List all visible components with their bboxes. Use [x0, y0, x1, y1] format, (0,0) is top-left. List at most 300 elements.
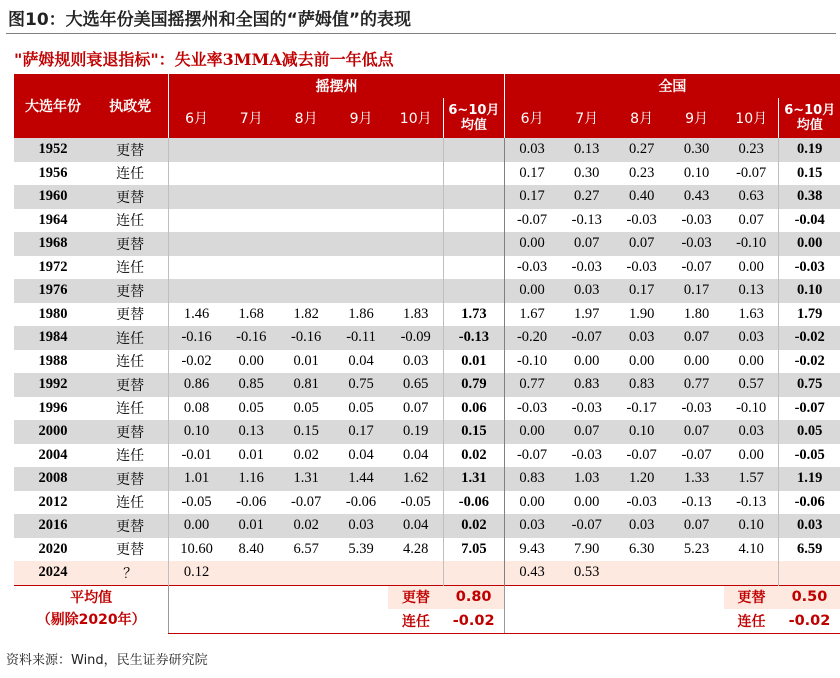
swing-avg-cell: 1.73 [443, 303, 504, 327]
avg-header-line2: 均值 [460, 118, 487, 133]
swing-month-cell [169, 232, 224, 256]
year-cell: 2012 [38, 493, 68, 510]
swing-avg-cell: 0.15 [443, 420, 504, 444]
swing-month-cell [279, 279, 334, 303]
national-month-cell: -0.03 [681, 211, 712, 228]
month-header: 6月 [504, 98, 559, 138]
swing-month-cell: 1.01 [169, 467, 224, 491]
table-row [14, 279, 840, 303]
swing-month-cell: 0.07 [403, 399, 429, 416]
party-cell: 更替 [92, 138, 169, 162]
national-month-cell: 0.00 [738, 258, 764, 275]
national-month-cell: 0.03 [724, 420, 779, 444]
national-month-cell: 0.07 [669, 420, 724, 444]
national-month-cell: 0.00 [504, 420, 559, 444]
national-month-cell: 0.00 [574, 352, 600, 369]
national-month-cell [724, 561, 779, 585]
swing-month-cell: 0.04 [403, 446, 429, 463]
national-month-cell: -0.07 [681, 446, 712, 463]
swing-month-cell: -0.11 [334, 326, 389, 350]
swing-month-cell: 0.00 [238, 352, 264, 369]
national-avg-cell: 0.15 [779, 162, 840, 186]
party-cell: 更替 [92, 279, 169, 303]
year-cell: 1972 [38, 258, 68, 275]
swing-month-cell: 0.02 [279, 514, 334, 538]
national-month-cell: -0.07 [736, 164, 767, 181]
national-avg-cell: 1.19 [779, 467, 840, 491]
swing-month-cell [334, 209, 389, 233]
avg-header-line1: 6~10月 [448, 103, 500, 118]
swing-month-cell: -0.06 [345, 493, 377, 510]
national-avg-cell: 0.03 [779, 514, 840, 538]
national-month-cell: 0.07 [559, 232, 614, 256]
swing-month-cell: -0.07 [291, 493, 322, 510]
party-cell: ？ [92, 561, 169, 585]
table-row [14, 185, 840, 209]
month-header: 9月 [669, 98, 724, 138]
national-month-cell: 0.03 [559, 279, 614, 303]
footer-party-switch: 更替 [724, 585, 779, 609]
month-header: 7月 [559, 98, 614, 138]
swing-month-cell: 1.86 [348, 305, 374, 322]
swing-month-cell [169, 209, 224, 233]
national-month-cell: 0.43 [669, 185, 724, 209]
year-cell: 1960 [14, 185, 92, 209]
national-month-cell: 0.03 [724, 326, 779, 350]
year-cell: 2000 [14, 420, 92, 444]
swing-month-cell: 0.08 [169, 397, 224, 421]
national-month-cell: -0.03 [626, 211, 657, 228]
swing-month-cell: 0.12 [169, 561, 224, 585]
year-cell: 1992 [14, 373, 92, 397]
national-month-cell: 0.00 [683, 352, 710, 369]
swing-month-cell: -0.05 [400, 493, 431, 510]
swing-avg-cell: 0.06 [443, 397, 504, 421]
year-cell: 1968 [14, 232, 92, 256]
footer-swing-avg-reelect: -0.02 [443, 609, 504, 633]
swing-month-cell [279, 162, 334, 186]
table-row [14, 538, 840, 562]
national-month-cell: -0.13 [681, 493, 712, 510]
swing-avg-cell [443, 561, 504, 585]
party-cell: 更替 [92, 232, 169, 256]
swing-month-cell [334, 232, 389, 256]
national-month-cell: -0.07 [504, 209, 559, 233]
month-header: 8月 [279, 98, 334, 138]
national-month-cell: 0.77 [504, 373, 559, 397]
month-header: 10月 [388, 98, 443, 138]
national-avg-cell: 1.79 [779, 303, 840, 327]
swing-month-cell [334, 162, 389, 186]
swing-month-cell: -0.16 [224, 326, 279, 350]
national-month-cell: 1.20 [614, 467, 669, 491]
table-row [14, 256, 840, 280]
swing-month-cell [388, 279, 443, 303]
national-month-cell: -0.03 [669, 232, 724, 256]
table-row [14, 303, 840, 327]
national-month-cell: -0.07 [559, 514, 614, 538]
swing-month-cell [224, 209, 279, 233]
year-cell: 1964 [38, 211, 68, 228]
national-month-cell [669, 561, 724, 585]
footer-national-avg-switch: 0.50 [779, 585, 840, 609]
national-month-cell: 1.97 [574, 305, 600, 322]
national-month-cell: 7.90 [574, 540, 600, 557]
national-month-cell: 0.63 [724, 185, 779, 209]
national-month-cell: 0.83 [504, 467, 559, 491]
national-avg-cell: -0.02 [779, 326, 840, 350]
year-cell: 2020 [38, 540, 68, 557]
national-month-cell: 0.10 [614, 420, 669, 444]
national-avg-cell: -0.05 [779, 444, 840, 468]
swing-month-cell: 1.68 [238, 305, 264, 322]
month-header: 8月 [614, 98, 669, 138]
title-divider [6, 33, 836, 34]
swing-month-cell: -0.16 [169, 326, 224, 350]
swing-month-cell: 0.05 [238, 399, 264, 416]
subtitle: "萨姆规则衰退指标"：失业率3MMA减去前一年低点 [14, 50, 394, 69]
national-month-cell: 0.07 [614, 232, 669, 256]
swing-avg-cell [443, 279, 504, 303]
swing-month-cell: 5.39 [348, 540, 374, 557]
national-month-cell: 0.10 [724, 514, 779, 538]
national-month-cell: 0.00 [504, 279, 559, 303]
month-header: 10月 [724, 98, 779, 138]
national-month-cell: -0.10 [724, 232, 779, 256]
national-month-cell: 0.53 [559, 561, 614, 585]
national-month-cell: 4.10 [738, 540, 764, 557]
swing-month-cell: 1.62 [388, 467, 443, 491]
header-row-1 [14, 74, 840, 98]
national-avg-cell: 0.38 [779, 185, 840, 209]
swing-month-cell [334, 256, 389, 280]
national-header: 全国 [504, 74, 840, 98]
national-month-cell: 0.03 [614, 326, 669, 350]
national-month-cell: -0.03 [504, 397, 559, 421]
average-label-line2: （剔除2020年） [36, 612, 146, 629]
average-label [14, 585, 169, 633]
national-avg-cell: -0.02 [779, 350, 840, 374]
national-month-cell: 0.30 [669, 138, 724, 162]
national-month-cell: -0.03 [681, 399, 712, 416]
footer-national-avg-reelect: -0.02 [779, 609, 840, 633]
footer-party-reelect: 连任 [724, 609, 779, 633]
national-month-cell: -0.07 [681, 258, 712, 275]
swing-month-cell: 1.16 [224, 467, 279, 491]
swing-month-cell [388, 185, 443, 209]
year-cell: 1980 [38, 305, 68, 322]
swing-month-cell: 0.86 [169, 373, 224, 397]
swing-month-cell: 0.04 [348, 352, 374, 369]
national-month-cell: -0.03 [626, 493, 657, 510]
swing-avg-cell [443, 162, 504, 186]
national-avg-cell: 0.75 [779, 373, 840, 397]
national-avg-cell: 0.05 [779, 420, 840, 444]
national-month-cell: 1.80 [683, 305, 710, 322]
year-cell: 2008 [14, 467, 92, 491]
swing-month-cell [169, 185, 224, 209]
swing-avg-cell: 0.02 [443, 514, 504, 538]
national-month-cell: 0.07 [669, 514, 724, 538]
swing-month-cell: -0.09 [388, 326, 443, 350]
swing-month-cell: 0.13 [224, 420, 279, 444]
swing-month-cell: 8.40 [238, 540, 264, 557]
national-avg-cell: -0.06 [779, 491, 840, 515]
national-month-cell: 1.33 [669, 467, 724, 491]
table-row [14, 561, 840, 585]
national-month-cell: 0.40 [614, 185, 669, 209]
national-month-cell: 0.00 [738, 352, 764, 369]
footer-spacer [504, 609, 724, 633]
party-cell: 更替 [92, 185, 169, 209]
average-label-line1: 平均值 [70, 590, 113, 607]
year-cell: 1984 [14, 326, 92, 350]
swing-month-cell: 6.57 [293, 540, 319, 557]
table-row [14, 444, 840, 468]
party-cell: 更替 [92, 467, 169, 491]
swing-month-cell: 1.83 [403, 305, 429, 322]
party-cell: 更替 [92, 373, 169, 397]
year-header: 大选年份 [14, 74, 92, 138]
swing-avg-cell [443, 138, 504, 162]
avg-header-line1: 6~10月 [784, 103, 836, 118]
swing-month-cell: 0.10 [169, 420, 224, 444]
national-avg-cell: 6.59 [779, 538, 840, 562]
swing-month-cell [224, 561, 279, 585]
national-month-cell: 0.57 [724, 373, 779, 397]
swing-month-cell: 0.19 [388, 420, 443, 444]
month-header: 7月 [224, 98, 279, 138]
table-row [14, 491, 840, 515]
national-month-cell: -0.03 [571, 446, 602, 463]
national-month-cell: -0.13 [736, 493, 767, 510]
national-month-cell: 0.13 [559, 138, 614, 162]
national-month-cell: 1.63 [738, 305, 764, 322]
party-cell: 连任 [116, 260, 145, 277]
national-month-cell: 0.43 [504, 561, 559, 585]
footer-party-switch: 更替 [388, 585, 443, 609]
swing-avg-cell: 1.31 [443, 467, 504, 491]
national-avg-cell: 0.10 [779, 279, 840, 303]
national-month-cell: 0.00 [504, 491, 559, 515]
table-row [14, 209, 840, 233]
party-cell: 连任 [116, 448, 145, 465]
swing-month-cell: -0.06 [236, 493, 267, 510]
national-avg-cell: 0.19 [779, 138, 840, 162]
table-row [14, 162, 840, 186]
swing-month-cell: 0.02 [293, 446, 319, 463]
swing-month-cell [334, 185, 389, 209]
national-month-cell: 0.77 [669, 373, 724, 397]
figure-title: 图10：大选年份美国摇摆州和全国的“萨姆值”的表现 [8, 10, 412, 30]
national-month-cell: -0.03 [504, 256, 559, 280]
swing-month-cell [334, 138, 389, 162]
national-month-cell: -0.07 [626, 446, 657, 463]
swing-month-cell [224, 256, 279, 280]
national-month-cell: 1.90 [628, 305, 655, 322]
national-month-cell: 0.17 [614, 279, 669, 303]
party-cell: 更替 [92, 420, 169, 444]
swing-avg-cell: -0.06 [443, 491, 504, 515]
avg-header [443, 98, 504, 138]
national-month-cell [614, 561, 669, 585]
national-month-cell: 0.03 [504, 514, 559, 538]
swing-month-cell: 0.04 [388, 514, 443, 538]
swing-month-cell: 0.03 [403, 352, 429, 369]
table-row [14, 232, 840, 256]
footer-swing-avg-switch: 0.80 [443, 585, 504, 609]
party-cell: 连任 [116, 495, 145, 512]
swing-month-cell: 0.15 [279, 420, 334, 444]
year-cell: 2016 [14, 514, 92, 538]
party-header: 执政党 [92, 74, 169, 138]
year-cell: 1976 [14, 279, 92, 303]
footer-spacer [169, 585, 389, 609]
national-month-cell: 0.83 [614, 373, 669, 397]
swing-month-cell: 0.85 [224, 373, 279, 397]
table-row [14, 326, 840, 350]
swing-month-cell: 0.04 [348, 446, 374, 463]
footer-party-reelect: 连任 [388, 609, 443, 633]
year-cell: 1956 [38, 164, 68, 181]
national-month-cell: -0.03 [571, 258, 602, 275]
swing-avg-cell: -0.13 [443, 326, 504, 350]
national-month-cell: 1.03 [559, 467, 614, 491]
swing-month-cell [279, 209, 334, 233]
swing-month-cell [388, 209, 443, 233]
swing-month-cell [388, 561, 443, 585]
national-month-cell: 1.57 [724, 467, 779, 491]
footer-row-switch [14, 585, 840, 609]
national-month-cell: 0.27 [614, 138, 669, 162]
party-cell: 更替 [116, 307, 145, 324]
swing-avg-cell: 0.01 [443, 350, 504, 374]
swing-month-cell: 10.60 [169, 538, 224, 562]
national-month-cell: 0.13 [724, 279, 779, 303]
swing-month-cell [224, 185, 279, 209]
swing-month-cell: -0.01 [169, 444, 224, 468]
swing-header: 摇摆州 [169, 74, 505, 98]
national-avg-cell: -0.07 [779, 397, 840, 421]
national-month-cell: -0.20 [504, 326, 559, 350]
national-month-cell: 0.07 [738, 211, 764, 228]
national-month-cell: 0.23 [628, 164, 655, 181]
swing-avg-cell [443, 256, 504, 280]
national-month-cell: -0.10 [504, 350, 559, 374]
swing-month-cell: -0.16 [279, 326, 334, 350]
national-month-cell: 9.43 [504, 538, 559, 562]
swing-month-cell: 0.65 [388, 373, 443, 397]
national-month-cell: -0.13 [571, 211, 602, 228]
swing-month-cell [169, 138, 224, 162]
party-cell: 连任 [116, 401, 145, 418]
source-note: 资料来源：Wind，民生证券研究院 [6, 653, 208, 668]
table-body [14, 138, 840, 585]
party-cell: 更替 [116, 542, 145, 559]
swing-month-cell [224, 279, 279, 303]
swing-month-cell [334, 279, 389, 303]
party-cell: 连任 [92, 326, 169, 350]
footer-spacer [504, 585, 724, 609]
footer-spacer [169, 609, 389, 633]
swing-month-cell: 0.01 [238, 446, 264, 463]
national-month-cell: 0.30 [574, 164, 600, 181]
national-month-cell: 1.67 [504, 303, 559, 327]
swing-month-cell [334, 561, 389, 585]
swing-month-cell [279, 256, 334, 280]
swing-avg-cell: 0.02 [443, 444, 504, 468]
swing-month-cell [279, 561, 334, 585]
party-cell: 连任 [116, 354, 145, 371]
national-month-cell: 0.83 [559, 373, 614, 397]
table-row [14, 467, 840, 491]
swing-month-cell: 1.31 [279, 467, 334, 491]
national-month-cell: 0.03 [504, 138, 559, 162]
table-row [14, 350, 840, 374]
swing-month-cell [279, 185, 334, 209]
swing-avg-cell [443, 185, 504, 209]
national-month-cell: 0.17 [504, 185, 559, 209]
swing-month-cell: 0.00 [169, 514, 224, 538]
year-cell: 2024 [14, 561, 92, 585]
national-month-cell: -0.10 [736, 399, 767, 416]
national-month-cell: 0.00 [738, 446, 764, 463]
swing-month-cell [388, 138, 443, 162]
month-header: 6月 [169, 98, 224, 138]
swing-month-cell: 1.82 [293, 305, 319, 322]
swing-month-cell [169, 279, 224, 303]
swing-month-cell: 0.17 [334, 420, 389, 444]
party-cell: 更替 [92, 514, 169, 538]
swing-month-cell: 0.01 [293, 352, 319, 369]
national-month-cell: 0.23 [724, 138, 779, 162]
table-row [14, 373, 840, 397]
year-cell: 1952 [14, 138, 92, 162]
swing-month-cell: 0.03 [334, 514, 389, 538]
month-header: 9月 [334, 98, 389, 138]
swing-month-cell [388, 256, 443, 280]
swing-month-cell [169, 256, 224, 280]
national-month-cell: 0.17 [504, 162, 559, 186]
swing-month-cell: -0.05 [169, 491, 224, 515]
year-cell: 2004 [38, 446, 68, 463]
swing-avg-cell [443, 209, 504, 233]
national-month-cell: 5.23 [683, 540, 710, 557]
party-cell: 连任 [116, 166, 145, 183]
party-cell: 连任 [116, 213, 145, 230]
sahm-table [14, 74, 840, 634]
avg-header-line2: 均值 [796, 118, 823, 133]
national-month-cell: 0.07 [669, 326, 724, 350]
swing-month-cell [279, 138, 334, 162]
year-cell: 1996 [38, 399, 68, 416]
swing-month-cell: 1.46 [169, 303, 224, 327]
avg-header [779, 98, 840, 138]
swing-month-cell [279, 232, 334, 256]
table-row [14, 138, 840, 162]
national-month-cell: 0.07 [559, 420, 614, 444]
national-month-cell: -0.03 [571, 399, 602, 416]
swing-month-cell [169, 162, 224, 186]
national-avg-cell [779, 561, 840, 585]
swing-month-cell: 4.28 [403, 540, 429, 557]
swing-month-cell: 0.01 [224, 514, 279, 538]
swing-month-cell [388, 162, 443, 186]
swing-month-cell [224, 162, 279, 186]
national-avg-cell: -0.04 [779, 209, 840, 233]
swing-month-cell: -0.02 [169, 350, 224, 374]
swing-month-cell: 1.44 [334, 467, 389, 491]
